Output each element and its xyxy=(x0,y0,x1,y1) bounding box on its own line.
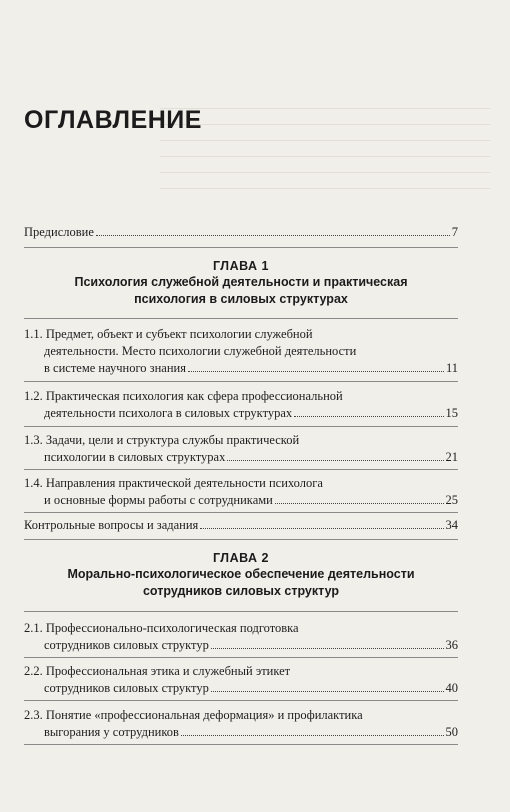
toc-page-number: 36 xyxy=(445,638,458,652)
toc-page-number: 40 xyxy=(445,681,458,695)
chapter-heading-1 xyxy=(24,258,458,308)
toc-entry-label: сотрудников силовых структур xyxy=(44,681,209,695)
toc-entry-label: выгорания у сотрудников xyxy=(44,725,179,739)
chapter-title-line: сотрудников силовых структур xyxy=(142,584,339,598)
toc-entry-preface[interactable] xyxy=(24,224,458,241)
leader-dots xyxy=(200,528,443,529)
toc-entry-2-3[interactable] xyxy=(24,707,458,741)
leader-dots xyxy=(188,371,444,372)
toc-entry-2-2[interactable] xyxy=(24,663,458,697)
toc-entry-line: 1.3. Задачи, цели и структура службы практической xyxy=(24,433,300,447)
divider xyxy=(24,700,458,701)
toc-page-number: 25 xyxy=(445,493,458,507)
toc-entry-line: 2.2. Профессиональная этика и служебный этикет xyxy=(24,664,291,678)
leader-dots xyxy=(211,691,444,692)
chapter-heading-2 xyxy=(24,550,458,600)
leader-dots xyxy=(211,648,444,649)
toc-page-number: 11 xyxy=(445,361,458,375)
chapter-title-line: Психология служебной деятельности и практическая xyxy=(74,275,408,289)
toc-entry-label: и основные формы работы с сотрудниками xyxy=(44,493,273,507)
leader-dots xyxy=(181,735,444,736)
divider xyxy=(24,611,458,612)
toc-entry-label: сотрудников силовых структур xyxy=(44,638,209,652)
leader-dots xyxy=(227,460,443,461)
divider xyxy=(24,512,458,513)
toc-page-number: 50 xyxy=(445,725,458,739)
toc-page-number: 15 xyxy=(445,406,458,420)
toc-entry-label: Контрольные вопросы и задания xyxy=(24,518,199,532)
toc-entry-line: 1.2. Практическая психология как сфера профессиональной xyxy=(24,389,343,403)
toc-entry-label: в системе научного знания xyxy=(44,361,186,375)
leader-dots xyxy=(294,416,443,417)
bleed-through-lines xyxy=(160,108,490,204)
toc-entry-1-3[interactable] xyxy=(24,432,458,466)
toc-entry-line: 1.1. Предмет, объект и субъект психологии служебной xyxy=(24,327,313,341)
toc-entry-label: деятельности психолога в силовых структурах xyxy=(44,406,293,420)
divider xyxy=(24,247,458,248)
toc-entry-1-1[interactable] xyxy=(24,326,458,377)
toc-entry-questions[interactable] xyxy=(24,517,458,534)
toc-entry-label: психологии в силовых структурах xyxy=(44,450,226,464)
chapter-number: ГЛАВА 2 xyxy=(213,551,269,565)
divider xyxy=(24,381,458,382)
toc-page-number: 7 xyxy=(451,225,458,239)
toc-entry-line: 2.3. Понятие «профессиональная деформация» и профилактика xyxy=(24,708,363,722)
divider xyxy=(24,469,458,470)
toc-entry-line: деятельности. Место психологии служебной деятельности xyxy=(44,344,357,358)
chapter-number: ГЛАВА 1 xyxy=(213,259,269,273)
toc-entry-2-1[interactable] xyxy=(24,620,458,654)
toc-entry-1-4[interactable] xyxy=(24,475,458,509)
toc-page-number: 34 xyxy=(445,518,458,532)
divider xyxy=(24,539,458,540)
leader-dots xyxy=(96,235,450,236)
leader-dots xyxy=(275,503,444,504)
chapter-title-line: Морально-психологическое обеспечение деятельности xyxy=(67,567,415,581)
page-title: ОГЛАВЛЕНИЕ xyxy=(24,106,202,134)
chapter-title-line: психология в силовых структурах xyxy=(134,292,348,306)
toc-entry-1-2[interactable] xyxy=(24,388,458,422)
toc-entry-label: Предисловие xyxy=(24,225,94,239)
toc-entry-line: 2.1. Профессионально-психологическая подготовка xyxy=(24,621,299,635)
toc-entry-line: 1.4. Направления практической деятельности психолога xyxy=(24,476,323,490)
divider xyxy=(24,318,458,319)
divider xyxy=(24,426,458,427)
divider xyxy=(24,744,458,745)
divider xyxy=(24,657,458,658)
toc-page-number: 21 xyxy=(445,450,458,464)
